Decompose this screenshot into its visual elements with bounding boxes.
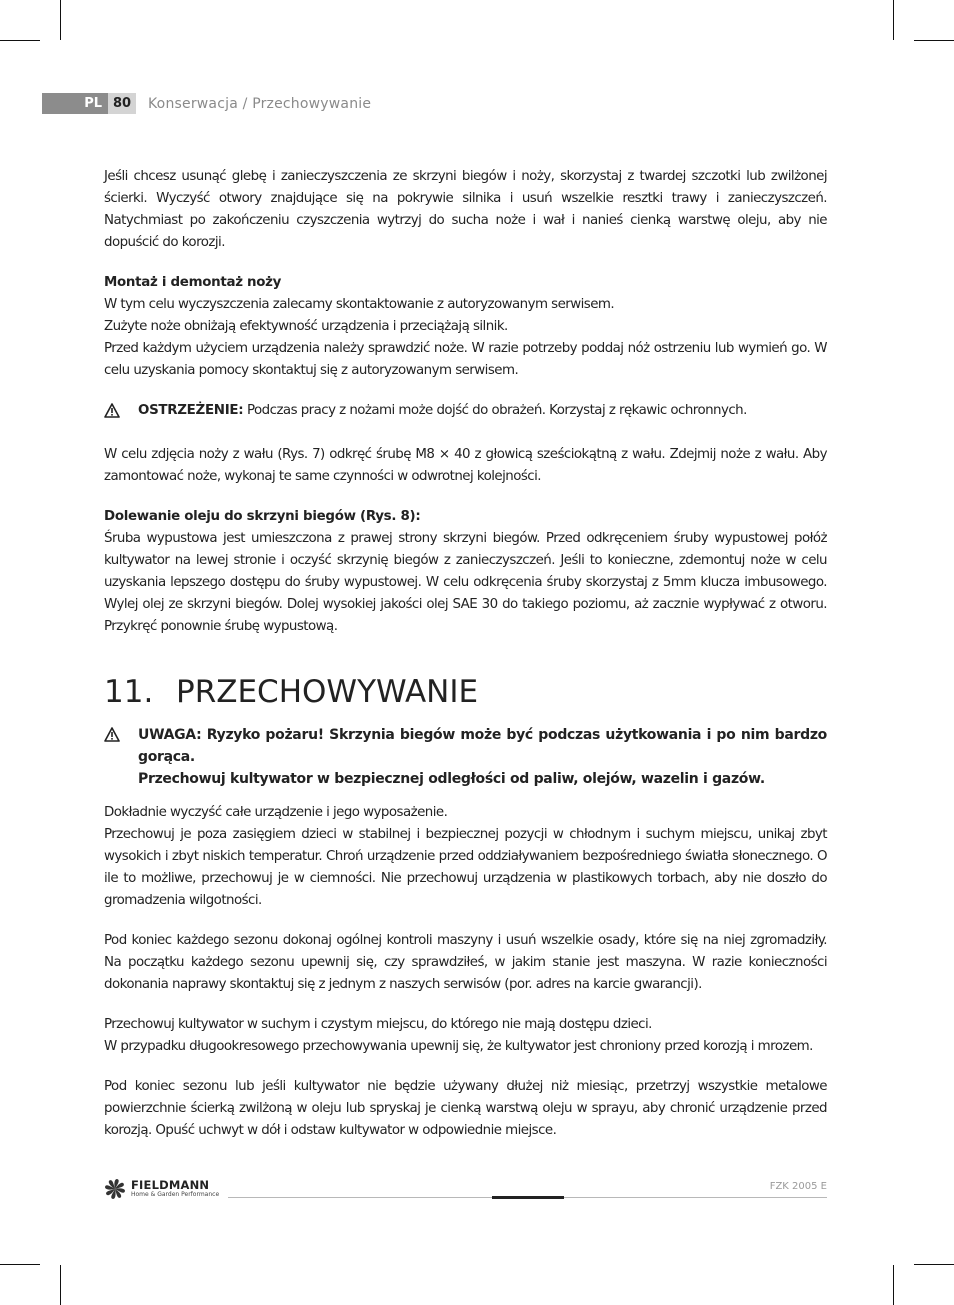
knives-line: Przed każdym użyciem urządzenia należy sprawdzić noże. W razie potrzeby poddaj nóż ostrzeniu lub wymień go. W celu uzyskania pomocy skontaktuj się z autoryzowanym serwisem. [104, 341, 827, 378]
crop-mark [0, 1264, 40, 1265]
fieldmann-swirl-logo [104, 1178, 126, 1200]
caution-line: UWAGA: Ryzyko pożaru! Skrzynia biegów może być podczas użytkowania i po nim bardzo gorąca. [138, 727, 827, 765]
chapter-heading [104, 674, 827, 710]
crop-mark [60, 1265, 61, 1305]
crop-mark [914, 1264, 954, 1265]
storage-line: Przechowuj kultywator w suchym i czystym miejscu, do którego nie mają dostępu dzieci. [104, 1017, 652, 1032]
caution-line: Przechowuj kultywator w bezpiecznej odległości od paliw, olejów, wazelin i gazów. [138, 771, 765, 787]
crop-mark [60, 0, 61, 40]
warning-text: Podczas pracy z nożami może dojść do obrażeń. Korzystaj z rękawic ochronnych. [243, 403, 747, 418]
chapter-number: 11. [104, 674, 154, 710]
warning-triangle-icon [104, 400, 138, 426]
warning-triangle-icon [104, 724, 138, 750]
knives-line: Zużyte noże obniżają efektywność urządzenia i przeciążają silnik. [104, 319, 508, 334]
knives-heading: Montaż i demontaż noży [104, 275, 282, 290]
footer-divider-accent [492, 1196, 564, 1199]
brand-tagline: Home & Garden Performance [131, 1191, 220, 1198]
warning-block [104, 400, 827, 426]
warning-label: OSTRZEŻENIE: [138, 403, 244, 418]
knives-line: W tym celu wyczyszczenia zalecamy skontaktowanie z autoryzowanym serwisem. [104, 297, 615, 312]
caution-block [104, 724, 827, 790]
language-tag: PL [42, 93, 108, 114]
page-footer [104, 1178, 827, 1206]
chapter-title: PRZECHOWYWANIE [176, 674, 479, 710]
section-title: Konserwacja / Przechowywanie [148, 95, 372, 112]
storage-line: W przypadku długookresowego przechowywania upewnij się, że kultywator jest chroniony przed korozją i mrozem. [104, 1039, 813, 1054]
crop-mark [893, 1265, 894, 1305]
storage-line: Dokładnie wyczyść całe urządzenie i jego wyposażenie. [104, 805, 448, 820]
storage-paragraph: Przechowuj je poza zasięgiem dzieci w stabilnej i bezpiecznej pozycji w chłodnym i suchym miejscu, unikaj zbyt wysokich i zbyt niskich temperatur. Chroń urządzenie przed oddziaływaniem bezpośredniego światła słonecznego. O ile to możliwe, przechowuj je w ciemności. Nie przechowuj urządzenia w plastikowych torbach, aby nie doszło do gromadzenia wilgotności. [104, 827, 827, 908]
crop-mark [914, 40, 954, 41]
storage-paragraph: Pod koniec każdego sezonu dokonaj ogólnej kontroli maszyny i usuń wszelkie osady, które się na niej zgromadziły. Na początku każdego sezonu upewnij się, czy sprawdziłeś, w jakim stanie jest maszyna. W razie konieczności dokonania naprawy skontaktuj się z jednym z naszych serwisów (por. adres na karcie gwarancji). [104, 933, 827, 992]
oil-paragraph: Śruba wypustowa jest umieszczona z prawej strony skrzyni biegów. Przed odkręceniem śruby wypustowej połóż kultywator na lewej stronie i oczyść skrzynię biegów z zanieczyszczeń. Jeśli to konieczne, zdemontuj noże w celu uzyskania lepszego dostępu do śruby wypustowej. W celu odkręcenia śruby skorzystaj z 5mm klucza imbusowego. Wylej olej ze skrzyni biegów. Dolej wysokiej jakości olej SAE 30 do takiego poziomu, aż zacznie wypływać z otworu. Przykręć ponownie śrubę wypustową. [104, 531, 827, 634]
page-number: 80 [108, 93, 136, 114]
crop-mark [0, 40, 40, 41]
brand-logo [104, 1178, 219, 1200]
brand-name: FIELDMANN [131, 1178, 210, 1192]
page-content [104, 166, 827, 1142]
model-number: FZK 2005 E [769, 1181, 827, 1192]
storage-paragraph: Pod koniec sezonu lub jeśli kultywator nie będzie używany dłużej niż miesiąc, przetrzyj wszystkie metalowe powierzchnie ścierką zwilżoną w oleju lub spryskaj je cienką warstwą oleju w sprayu, aby chronić urządzenie przed korozją. Opuść uchwyt w dół i odstaw kultywator w odpowiednie miejsce. [104, 1079, 827, 1138]
oil-heading: Dolewanie oleju do skrzyni biegów (Rys. 8): [104, 509, 421, 524]
cleaning-paragraph: Jeśli chcesz usunąć glebę i zanieczyszczenia ze skrzyni biegów i noży, skorzystaj z twardej szczotki lub zwilżonej ścierki. Wyczyść otwory znajdujące się na pokrywie silnika i usuń wszelkie resztki trawy i zanieczyszczeń. Natychmiast po zakończeniu czyszczenia wytrzyj do sucha noże i wał i nanieś cienką warstwę oleju, aby nie dopuścić do korozji. [104, 169, 827, 250]
remove-knives-paragraph: W celu zdjęcia noży z wału (Rys. 7) odkręć śrubę M8 × 40 z głowicą sześciokątną z wału. Zdejmij noże z wału. Aby zamontować noże, wykonaj te same czynności w odwrotnej kolejności. [104, 447, 827, 484]
page-header [42, 93, 371, 114]
crop-mark [893, 0, 894, 40]
